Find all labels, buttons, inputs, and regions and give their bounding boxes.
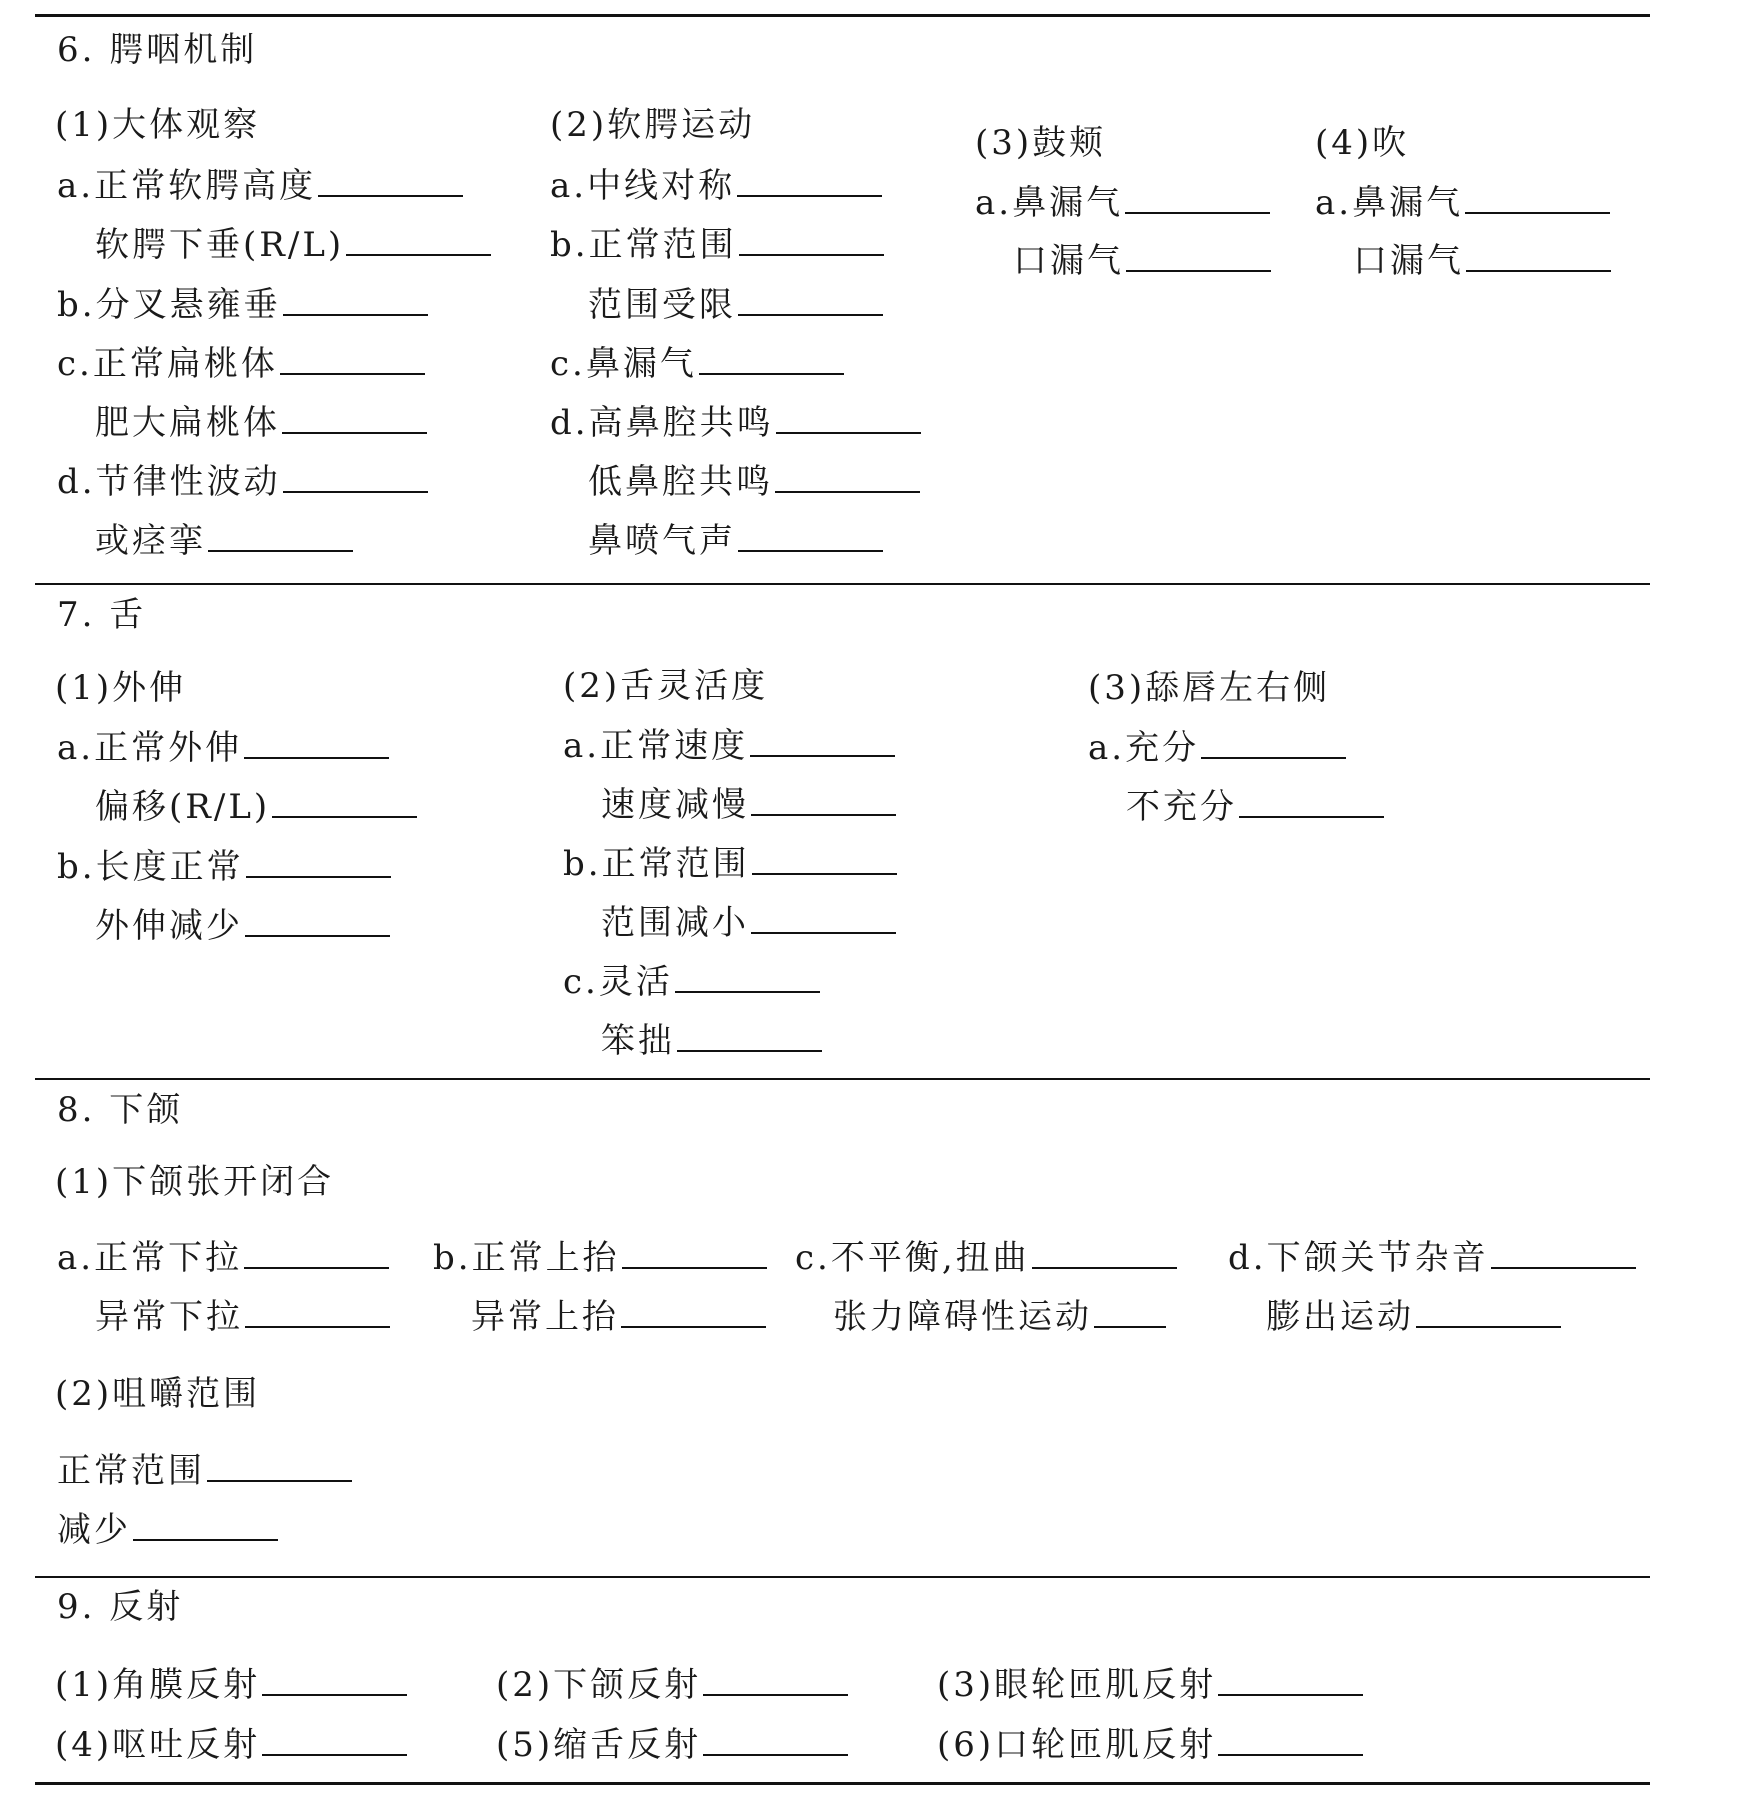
field-label: 范围受限: [588, 285, 736, 325]
bottom-rule: [35, 1782, 1650, 1785]
fill-blank[interactable]: [703, 1724, 848, 1756]
fill-blank[interactable]: [738, 284, 883, 316]
field-row: [1315, 182, 1610, 223]
group-heading: (2)咀嚼范围: [55, 1374, 261, 1414]
fill-blank[interactable]: [283, 284, 428, 316]
field-row: [496, 1724, 848, 1765]
fill-blank[interactable]: [244, 727, 389, 759]
field-label: c.灵活: [563, 962, 673, 1002]
field-label: (3)眼轮匝肌反射: [937, 1665, 1217, 1705]
field-row: [975, 182, 1270, 223]
fill-blank[interactable]: [739, 224, 884, 256]
field-label: 口漏气: [1353, 241, 1464, 281]
field-label: (2)下颌反射: [496, 1665, 702, 1705]
field-row: [95, 1296, 390, 1337]
field-row: [937, 1724, 1363, 1765]
fill-blank[interactable]: [776, 402, 921, 434]
field-row: [1228, 1237, 1636, 1278]
fill-blank[interactable]: [244, 1237, 389, 1269]
field-label: d.高鼻腔共鸣: [550, 403, 774, 443]
field-label: 软腭下垂(R/L): [95, 225, 345, 265]
fill-blank[interactable]: [1491, 1237, 1636, 1269]
field-label: 异常下拉: [95, 1297, 243, 1337]
field-row: [601, 784, 896, 825]
group-heading: (1)外伸: [55, 668, 187, 708]
field-label: 张力障碍性运动: [833, 1297, 1092, 1337]
field-row: [550, 343, 844, 384]
field-label: 不充分: [1126, 787, 1237, 827]
fill-blank[interactable]: [245, 1296, 390, 1328]
fill-blank[interactable]: [262, 1724, 407, 1756]
group-heading: (4)吹: [1315, 123, 1410, 163]
field-row: [563, 725, 895, 766]
divider-7: [35, 583, 1650, 585]
field-row: [550, 224, 884, 265]
field-row: [95, 402, 427, 443]
fill-blank[interactable]: [1094, 1296, 1166, 1328]
fill-blank[interactable]: [699, 343, 844, 375]
field-label: 正常范围: [57, 1451, 205, 1491]
field-label: b.分叉悬雍垂: [57, 285, 281, 325]
field-label: 范围减小: [601, 903, 749, 943]
fill-blank[interactable]: [283, 461, 428, 493]
fill-blank[interactable]: [245, 905, 390, 937]
group-heading: (2)软腭运动: [550, 105, 756, 145]
fill-blank[interactable]: [208, 520, 353, 552]
field-row: [95, 905, 390, 946]
fill-blank[interactable]: [1125, 182, 1270, 214]
fill-blank[interactable]: [1416, 1296, 1561, 1328]
field-row: [550, 402, 921, 443]
field-row: [95, 520, 353, 561]
top-rule: [35, 14, 1650, 17]
field-label: 或痉挛: [95, 521, 206, 561]
field-label: a.正常下拉: [57, 1238, 243, 1278]
field-label: d.节律性波动: [57, 462, 281, 502]
field-row: [57, 343, 425, 384]
field-label: 外伸减少: [95, 906, 243, 946]
field-label: 肥大扁桃体: [95, 403, 280, 443]
field-row: [95, 224, 491, 265]
field-row: [563, 961, 820, 1002]
fill-blank[interactable]: [738, 520, 883, 552]
field-label: b.正常上抬: [433, 1238, 620, 1278]
field-row: [55, 1724, 407, 1765]
divider-9: [35, 1576, 1650, 1578]
fill-blank[interactable]: [1218, 1724, 1363, 1756]
field-row: [588, 461, 920, 502]
field-label: 异常上抬: [471, 1297, 619, 1337]
fill-blank[interactable]: [272, 786, 417, 818]
field-row: [496, 1664, 848, 1705]
fill-blank[interactable]: [752, 843, 897, 875]
fill-blank[interactable]: [1201, 727, 1346, 759]
fill-blank[interactable]: [346, 224, 491, 256]
field-label: 速度减慢: [601, 785, 749, 825]
field-label: a.正常速度: [563, 726, 749, 766]
fill-blank[interactable]: [1218, 1664, 1363, 1696]
fill-blank[interactable]: [775, 461, 920, 493]
field-row: [57, 727, 389, 768]
field-label: c.不平衡,扭曲: [795, 1238, 1030, 1278]
field-label: 口漏气: [1013, 241, 1124, 281]
field-label: a.充分: [1088, 728, 1200, 768]
field-row: [588, 520, 883, 561]
group-heading: (1)大体观察: [55, 105, 261, 145]
group-heading: (1)下颌张开闭合: [55, 1162, 335, 1202]
field-label: b.正常范围: [550, 225, 737, 265]
field-row: [57, 284, 428, 325]
field-label: (5)缩舌反射: [496, 1725, 702, 1765]
field-row: [57, 1450, 352, 1491]
fill-blank[interactable]: [703, 1664, 848, 1696]
section-title: 6. 腭咽机制: [57, 30, 258, 70]
field-row: [55, 1664, 407, 1705]
field-row: [550, 165, 882, 206]
field-label: 鼻喷气声: [588, 521, 736, 561]
field-row: [471, 1296, 766, 1337]
fill-blank[interactable]: [677, 1020, 822, 1052]
fill-blank[interactable]: [750, 725, 895, 757]
field-row: [588, 284, 883, 325]
fill-blank[interactable]: [1126, 240, 1271, 272]
field-label: a.鼻漏气: [975, 183, 1124, 223]
field-label: (4)呕吐反射: [55, 1725, 261, 1765]
field-row: [57, 165, 463, 206]
fill-blank[interactable]: [246, 846, 391, 878]
divider-8: [35, 1078, 1650, 1080]
field-row: [795, 1237, 1177, 1278]
field-row: [57, 1509, 278, 1550]
fill-blank[interactable]: [751, 902, 896, 934]
section-title: 9. 反射: [57, 1587, 184, 1627]
field-row: [95, 786, 417, 827]
fill-blank[interactable]: [751, 784, 896, 816]
fill-blank[interactable]: [621, 1296, 766, 1328]
field-label: c.鼻漏气: [550, 344, 697, 384]
fill-blank[interactable]: [1465, 182, 1610, 214]
fill-blank[interactable]: [1466, 240, 1611, 272]
field-label: c.正常扁桃体: [57, 344, 278, 384]
field-label: (6)口轮匝肌反射: [937, 1725, 1217, 1765]
field-row: [433, 1237, 767, 1278]
fill-blank[interactable]: [207, 1450, 352, 1482]
field-row: [601, 902, 896, 943]
field-row: [57, 846, 391, 887]
field-label: a.中线对称: [550, 166, 736, 206]
field-label: (1)角膜反射: [55, 1665, 261, 1705]
field-label: 膨出运动: [1266, 1297, 1414, 1337]
field-row: [563, 843, 897, 884]
field-row: [833, 1296, 1166, 1337]
field-row: [57, 1237, 389, 1278]
field-label: a.正常软腭高度: [57, 166, 317, 206]
field-row: [1126, 786, 1384, 827]
field-row: [1088, 727, 1346, 768]
group-heading: (3)舔唇左右侧: [1088, 668, 1331, 708]
field-label: b.长度正常: [57, 847, 244, 887]
field-row: [1013, 240, 1271, 281]
field-row: [601, 1020, 822, 1061]
fill-blank[interactable]: [737, 165, 882, 197]
field-label: a.鼻漏气: [1315, 183, 1464, 223]
field-label: 偏移(R/L): [95, 787, 271, 827]
fill-blank[interactable]: [1032, 1237, 1177, 1269]
fill-blank[interactable]: [282, 402, 427, 434]
fill-blank[interactable]: [262, 1664, 407, 1696]
field-label: 笨拙: [601, 1021, 675, 1061]
field-label: 减少: [57, 1510, 131, 1550]
section-title: 7. 舌: [57, 595, 147, 635]
field-label: b.正常范围: [563, 844, 750, 884]
fill-blank[interactable]: [622, 1237, 767, 1269]
field-label: 低鼻腔共鸣: [588, 462, 773, 502]
field-label: d.下颌关节杂音: [1228, 1238, 1489, 1278]
field-row: [937, 1664, 1363, 1705]
field-label: a.正常外伸: [57, 728, 243, 768]
fill-blank[interactable]: [133, 1509, 278, 1541]
fill-blank[interactable]: [280, 343, 425, 375]
section-title: 8. 下颌: [57, 1090, 184, 1130]
fill-blank[interactable]: [675, 961, 820, 993]
field-row: [57, 461, 428, 502]
fill-blank[interactable]: [1239, 786, 1384, 818]
fill-blank[interactable]: [318, 165, 463, 197]
group-heading: (2)舌灵活度: [563, 666, 769, 706]
group-heading: (3)鼓颊: [975, 123, 1107, 163]
field-row: [1353, 240, 1611, 281]
field-row: [1266, 1296, 1561, 1337]
